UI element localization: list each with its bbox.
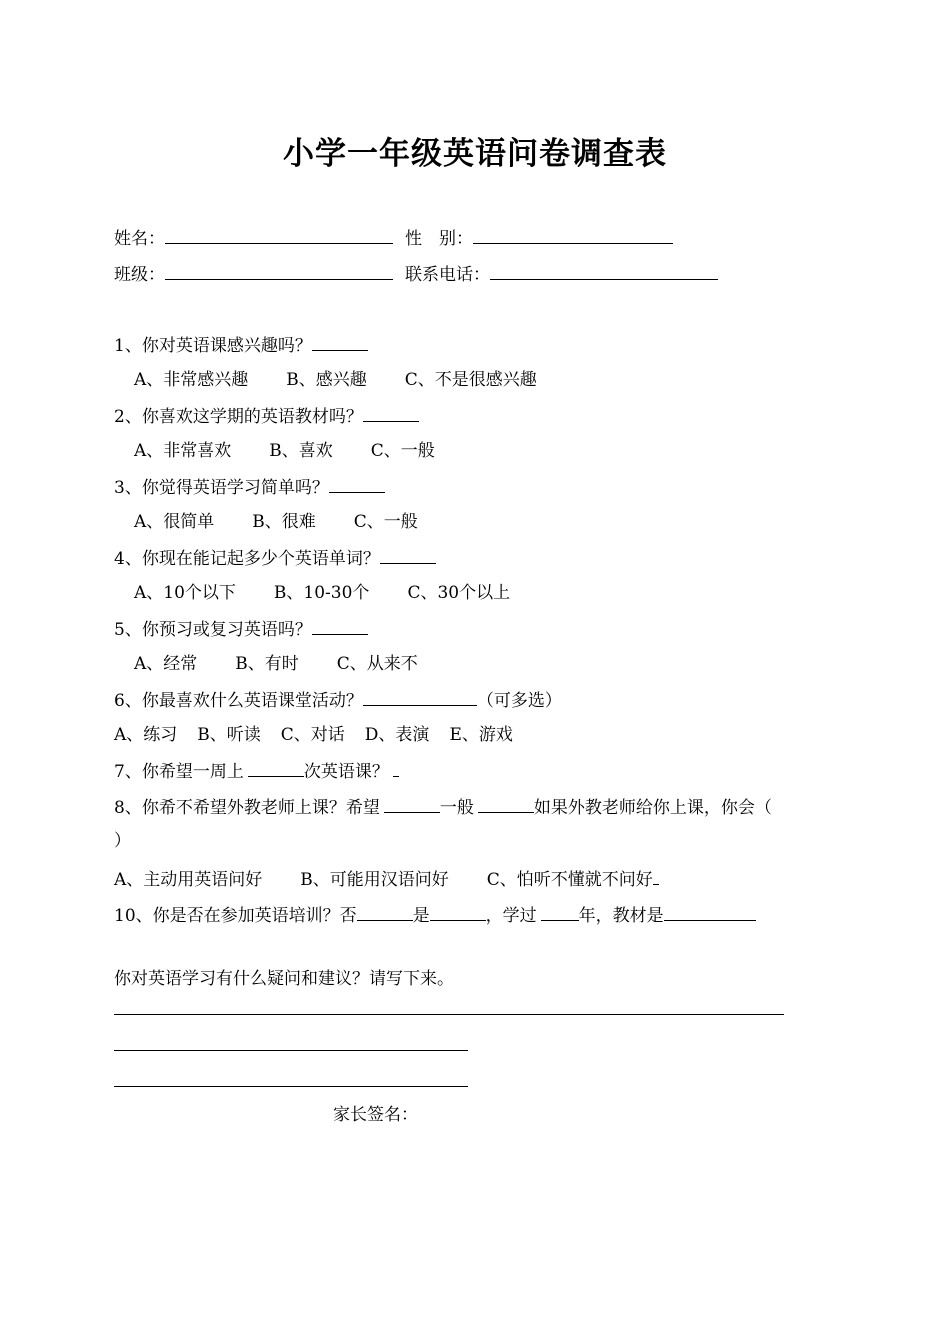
question-10-years-blank[interactable] [541, 903, 579, 921]
option[interactable]: B、感兴趣 [286, 370, 367, 390]
question-4-answer[interactable] [380, 546, 436, 564]
option[interactable]: A、练习 [114, 725, 178, 745]
option[interactable]: B、喜欢 [269, 441, 333, 461]
question-5-text: 5、你预习或复习英语吗？ [114, 620, 312, 640]
option[interactable]: A、非常感兴趣 [134, 370, 249, 390]
name-field[interactable] [165, 226, 393, 244]
question-7 [114, 759, 399, 783]
question-2-text: 2、你喜欢这学期的英语教材吗？ [114, 407, 363, 427]
gender-field[interactable] [473, 226, 673, 244]
question-4 [114, 546, 436, 570]
question-8-options [114, 867, 659, 891]
question-1-answer[interactable] [312, 333, 368, 351]
question-7-text: 7、你希望一周上 [114, 762, 244, 782]
phone-label: 联系电话： [405, 265, 490, 285]
feedback-line-1[interactable] [114, 1014, 784, 1015]
class-label: 班级： [114, 265, 165, 285]
option[interactable]: B、有时 [235, 654, 299, 674]
class-phone-row [114, 262, 718, 286]
parent-signature-label: 家长签名： [333, 1105, 418, 1125]
question-10-textbook-blank[interactable] [664, 903, 756, 921]
question-1-options [134, 369, 537, 391]
option[interactable]: B、可能用汉语问好 [300, 870, 449, 890]
question-5-options [134, 653, 418, 675]
name-gender-row [114, 226, 673, 250]
option[interactable]: B、听读 [197, 725, 261, 745]
question-10 [114, 903, 756, 927]
question-10-studied-label: ，学过 [485, 906, 537, 926]
question-8-text-end: 如果外教老师给你上课，你会（ [533, 798, 772, 818]
page-title: 小学一年级英语问卷调查表 [283, 136, 667, 172]
question-2-answer[interactable] [363, 404, 419, 422]
question-6-note: （可多选） [476, 691, 562, 711]
option[interactable]: A、非常喜欢 [134, 441, 232, 461]
option[interactable]: C、怕听不懂就不问好 [486, 870, 653, 890]
feedback-prompt: 你对英语学习有什么疑问和建议？请写下来。 [114, 969, 454, 989]
name-label: 姓名： [114, 229, 165, 249]
question-8-neutral-blank[interactable] [478, 795, 534, 813]
question-8 [114, 795, 772, 819]
question-6-answer[interactable] [363, 688, 477, 706]
class-field[interactable] [165, 262, 393, 280]
question-7-text-end: 次英语课？ [303, 762, 389, 782]
option[interactable]: A、很简单 [134, 512, 215, 532]
question-6 [114, 688, 562, 712]
option[interactable]: A、经常 [134, 654, 198, 674]
question-8-hope-blank[interactable] [384, 795, 440, 813]
question-3 [114, 475, 385, 499]
question-10-textbook-label: 年，教材是 [578, 906, 664, 926]
question-3-options [134, 511, 418, 533]
option[interactable]: C、从来不 [336, 654, 418, 674]
feedback-line-3[interactable] [114, 1086, 468, 1087]
option[interactable]: C、30个以上 [407, 583, 511, 603]
question-5-answer[interactable] [312, 617, 368, 635]
question-10-text: 10、你是否在参加英语培训？否 [114, 906, 357, 926]
option[interactable]: B、10-30个 [273, 583, 370, 603]
question-8-trailing-blank [653, 867, 659, 885]
question-8-paren: ） [114, 831, 131, 851]
question-4-options [134, 582, 510, 604]
question-10-yes-blank[interactable] [430, 903, 486, 921]
question-8-text-mid: 一般 [439, 798, 474, 818]
question-5 [114, 617, 368, 641]
question-1 [114, 333, 368, 357]
option[interactable]: B、很难 [252, 512, 316, 532]
question-3-answer[interactable] [329, 475, 385, 493]
option[interactable]: C、一般 [353, 512, 418, 532]
question-1-text: 1、你对英语课感兴趣吗？ [114, 336, 312, 356]
question-8-text: 8、你希不希望外教老师上课？希望 [114, 798, 380, 818]
option[interactable]: A、主动用英语问好 [114, 870, 263, 890]
phone-field[interactable] [490, 262, 718, 280]
option[interactable]: C、对话 [280, 725, 345, 745]
question-10-yes-label: 是 [412, 906, 430, 926]
question-7-answer[interactable] [248, 759, 304, 777]
option[interactable]: A、10个以下 [134, 583, 236, 603]
gender-label: 性 别： [405, 229, 473, 249]
option[interactable]: D、表演 [364, 725, 430, 745]
option[interactable]: C、一般 [370, 441, 435, 461]
question-3-text: 3、你觉得英语学习简单吗？ [114, 478, 329, 498]
question-8-close [114, 830, 131, 852]
question-7-trailing-blank [393, 759, 399, 777]
question-4-text: 4、你现在能记起多少个英语单词？ [114, 549, 380, 569]
option[interactable]: C、不是很感兴趣 [404, 370, 537, 390]
feedback-line-2[interactable] [114, 1050, 468, 1051]
question-6-text: 6、你最喜欢什么英语课堂活动？ [114, 691, 363, 711]
question-10-no-blank[interactable] [357, 903, 413, 921]
question-2-options [134, 440, 435, 462]
option[interactable]: E、游戏 [449, 725, 513, 745]
question-6-options [114, 724, 513, 746]
question-2 [114, 404, 419, 428]
